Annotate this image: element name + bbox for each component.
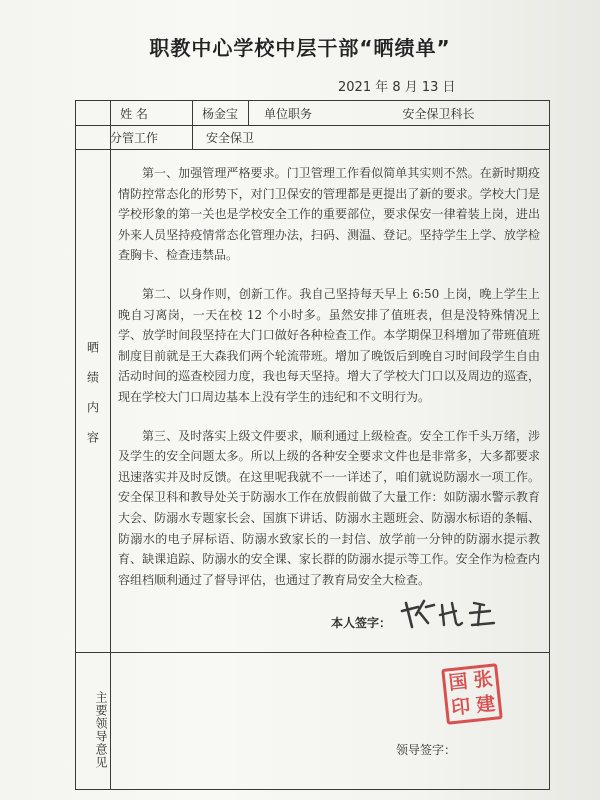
work-label: 分管工作 [109, 130, 158, 145]
report-table [75, 100, 550, 790]
paragraph-1: 第一、加强管理严格要求。门卫管理工作看似简单其实则不然。在新时期疫情防控常态化的形势下，对门卫保安的管理都是更提出了新的要求。学校大门是学校形象的第一关也是学校安全工作的重要部位，要求保安一律着装上岗，进出外来人员坚持疫情常态化管理办法，扫码、测温、登记。坚持学生上学、放学检查胸卡、检查违禁品。 [118, 166, 540, 263]
page-title: 职教中心学校中层干部“晒绩单” [149, 36, 451, 60]
row-divider [76, 652, 549, 653]
document-date: 2021 年 8 月 13 日 [338, 80, 456, 95]
position-label: 单位职务 [263, 106, 312, 121]
paragraph-2: 第二、以身作则，创新工作。我自己坚持每天早上 6:50 上岗，晚上学生上晚自习离岗，一天在校 12 个小时多。虽然安排了值班表，但是没特殊情况上学、放学时间段坚持在大门口做好各种检查工作。本学期保卫科增加了带班值班制度目前就是王大森我们两个轮流带班。增加了晚饭后到晚自习时间段学生自由活动时间的巡查校园力度，我也每天坚持。增大了学校大门口以及周边的巡查，现在学校大门口周边基本上没有学生的违纪和不文明行为。 [118, 286, 540, 404]
seal-char: 建 [475, 692, 497, 717]
achievement-label: 晒绩内容 [85, 340, 100, 461]
handwritten-signature [398, 593, 508, 633]
seal-char: 印 [450, 695, 472, 720]
leader-sign-label: 领导签字： [396, 743, 457, 757]
position-value: 安全保卫科长 [402, 106, 475, 121]
achievement-content [118, 163, 540, 590]
seal-char: 国 [447, 670, 469, 695]
name-label: 姓 名 [120, 106, 148, 121]
paragraph-3: 第三、及时落实上级文件要求，顺利通过上级检查。安全工作千头万绪，涉及学生的安全问题太多。所以上级的各种安全要求文件也是非常多，大多都要求迅速落实并及时反馈。在这里呢我就不一一详述了，咱们就说防溺水一项工作。安全保卫科和教导处关于防溺水工作在放假前做了大量工作：如防溺水警示教育大会、防溺水专题家长会、国旗下讲话、防溺水主题班会、防溺水标语的条幅、防溺水的电子屏标语、防溺水致家长的一封信、放学前一分钟的防溺水提示教育、缺课追踪、防溺水的安全课、家长群的防溺水提示等工作。安全作为检查内容组档顺利通过了督导评估，也通过了教育局安全大检查。 [118, 428, 540, 587]
self-sign-label: 本人签字： [331, 616, 392, 630]
name-value: 杨金宝 [201, 106, 238, 121]
work-value: 安全保卫 [206, 130, 255, 145]
column-divider [110, 101, 111, 789]
seal-stamp [441, 663, 503, 725]
seal-char: 张 [472, 667, 494, 692]
row-divider [76, 149, 549, 150]
leader-opinion-label: 主要领导意见 [94, 690, 108, 769]
